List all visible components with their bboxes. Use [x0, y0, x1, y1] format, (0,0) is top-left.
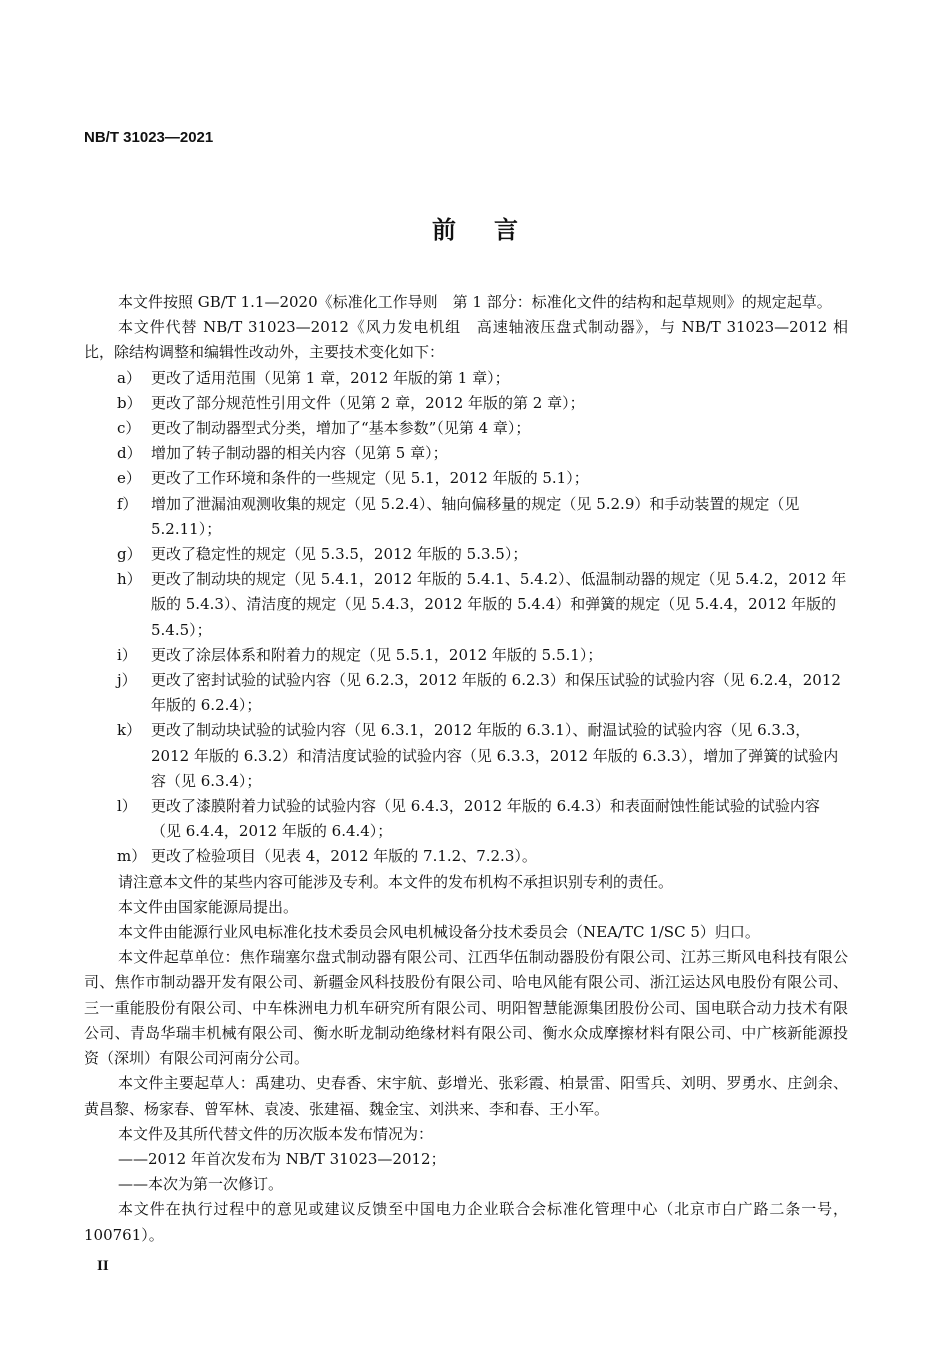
item-text: 更改了制动块试验的试验内容（见 6.3.1，2012 年版的 6.3.1）、耐温试验的试验内容（见 6.3.3，2012 年版的 6.3.2）和清洁度试验的试验内容（见 6.3.3，2012 年版的 6.3.3），增加了弹簧的试验内容（见 6.3.4）；: [151, 721, 839, 790]
document-code: NB/T 31023—2021: [84, 129, 214, 146]
item-mark: g）: [117, 545, 142, 564]
change-item: [84, 668, 848, 718]
item-mark: e）: [117, 469, 141, 488]
item-mark: i）: [117, 645, 137, 664]
change-item: [84, 366, 848, 391]
item-mark: a）: [117, 368, 141, 387]
change-item: [84, 492, 848, 542]
page-title: 前言: [432, 215, 556, 244]
item-mark: c）: [117, 419, 141, 438]
history-item: ——本次为第一次修订。: [118, 1175, 284, 1194]
item-mark: f）: [117, 494, 138, 513]
item-text: 更改了检验项目（见表 4，2012 年版的 7.1.2、7.2.3）。: [151, 847, 537, 866]
intro-paragraph: 本文件按照 GB/T 1.1—2020《标准化工作导则 第 1 部分：标准化文件的结构和起草规则》的规定起草。: [118, 293, 832, 311]
item-text: 更改了涂层体系和附着力的规定（见 5.5.1，2012 年版的 5.5.1）；: [151, 645, 603, 664]
patent-notice: 请注意本文件的某些内容可能涉及专利。本文件的发布机构不承担识别专利的责任。: [118, 872, 674, 891]
drafting-units-paragraph: 本文件起草单位：焦作瑞塞尔盘式制动器有限公司、江西华伍制动器股份有限公司、江苏三斯风电科技有限公司、焦作市制动器开发有限公司、新疆金风科技股份有限公司、哈电风能有限公司、浙江运达风电股份有限公司、三一重能股份有限公司、中车株洲电力机车研究所有限公司、明阳智慧能源集团股份公司、国电联合动力技术有限公司、青岛华瑞丰机械有限公司、衡水昕龙制动绝缘材料有限公司、衡水众成摩擦材料有限公司、中广核新能源投资（深圳）有限公司河南分公司。: [84, 948, 848, 1068]
item-text: 更改了密封试验的试验内容（见 6.2.3，2012 年版的 6.2.3）和保压试验的试验内容（见 6.2.4，2012 年版的 6.2.4）；: [151, 671, 841, 715]
change-item: [84, 794, 848, 844]
change-item: [84, 391, 848, 416]
intro-paragraph: 本文件代替 NB/T 31023—2012《风力发电机组 高速轴液压盘式制动器》，与 NB/T 31023—2012 相比，除结构调整和编辑性改动外，主要技术变化如下：: [84, 318, 848, 362]
change-item: [84, 844, 848, 869]
item-text: 更改了制动器型式分类，增加了“基本参数”（见第 4 章）；: [151, 419, 531, 438]
committee-paragraph: 本文件由能源行业风电标准化技术委员会风电机械设备分技术委员会（NEA/TC 1/SC 5）归口。: [118, 923, 760, 942]
item-text: 更改了制动块的规定（见 5.4.1，2012 年版的 5.4.1、5.4.2）、低温制动器的规定（见 5.4.2，2012 年版的 5.4.3）、清洁度的规定（见 5.4.3，2012 年版的 5.4.4）和弹簧的规定（见 5.4.4，2012 年版的 5.4.5）；: [151, 570, 847, 639]
foreword-body: [84, 290, 848, 1248]
item-mark: m）: [117, 847, 147, 866]
item-text: 更改了工作环境和条件的一些规定（见 5.1，2012 年版的 5.1）；: [151, 469, 589, 488]
item-mark: d）: [117, 444, 142, 463]
item-text: 增加了泄漏油观测收集的规定（见 5.2.4）、轴向偏移量的规定（见 5.2.9）和手动装置的规定（见 5.2.11）；: [151, 494, 800, 538]
change-item: [84, 542, 848, 567]
change-item: [84, 466, 848, 491]
page-number: II: [97, 1258, 109, 1274]
item-text: 增加了转子制动器的相关内容（见第 5 章）；: [151, 444, 448, 463]
item-mark: b）: [117, 393, 142, 412]
item-text: 更改了漆膜附着力试验的试验内容（见 6.4.3，2012 年版的 6.4.3）和表面耐蚀性能试验的试验内容（见 6.4.4，2012 年版的 6.4.4）；: [151, 797, 820, 841]
change-item: [84, 718, 848, 794]
item-mark: j）: [117, 671, 137, 690]
drafters-paragraph: 本文件主要起草人：禹建功、史春香、宋宇航、彭增光、张彩霞、柏景雷、阳雪兵、刘明、罗勇水、庄剑余、黄昌黎、杨家春、曾军林、袁凌、张建福、魏金宝、刘洪来、李和春、王小军。: [84, 1074, 848, 1118]
change-item: [84, 416, 848, 441]
history-item: ——2012 年首次发布为 NB/T 31023—2012；: [118, 1149, 446, 1168]
feedback-paragraph: 本文件在执行过程中的意见或建议反馈至中国电力企业联合会标准化管理中心（北京市白广路二条一号，100761）。: [84, 1200, 848, 1244]
change-item: [84, 441, 848, 466]
history-paragraph: 本文件及其所代替文件的历次版本发布情况为：: [118, 1124, 434, 1143]
item-text: 更改了适用范围（见第 1 章，2012 年版的第 1 章）；: [151, 368, 510, 387]
item-mark: l）: [117, 797, 137, 816]
change-item: [84, 567, 848, 643]
change-item: [84, 643, 848, 668]
proposer-paragraph: 本文件由国家能源局提出。: [118, 897, 299, 916]
item-text: 更改了部分规范性引用文件（见第 2 章，2012 年版的第 2 章）；: [151, 393, 585, 412]
item-mark: h）: [117, 570, 142, 589]
item-mark: k）: [117, 721, 142, 740]
item-text: 更改了稳定性的规定（见 5.3.5，2012 年版的 5.3.5）；: [151, 545, 528, 564]
